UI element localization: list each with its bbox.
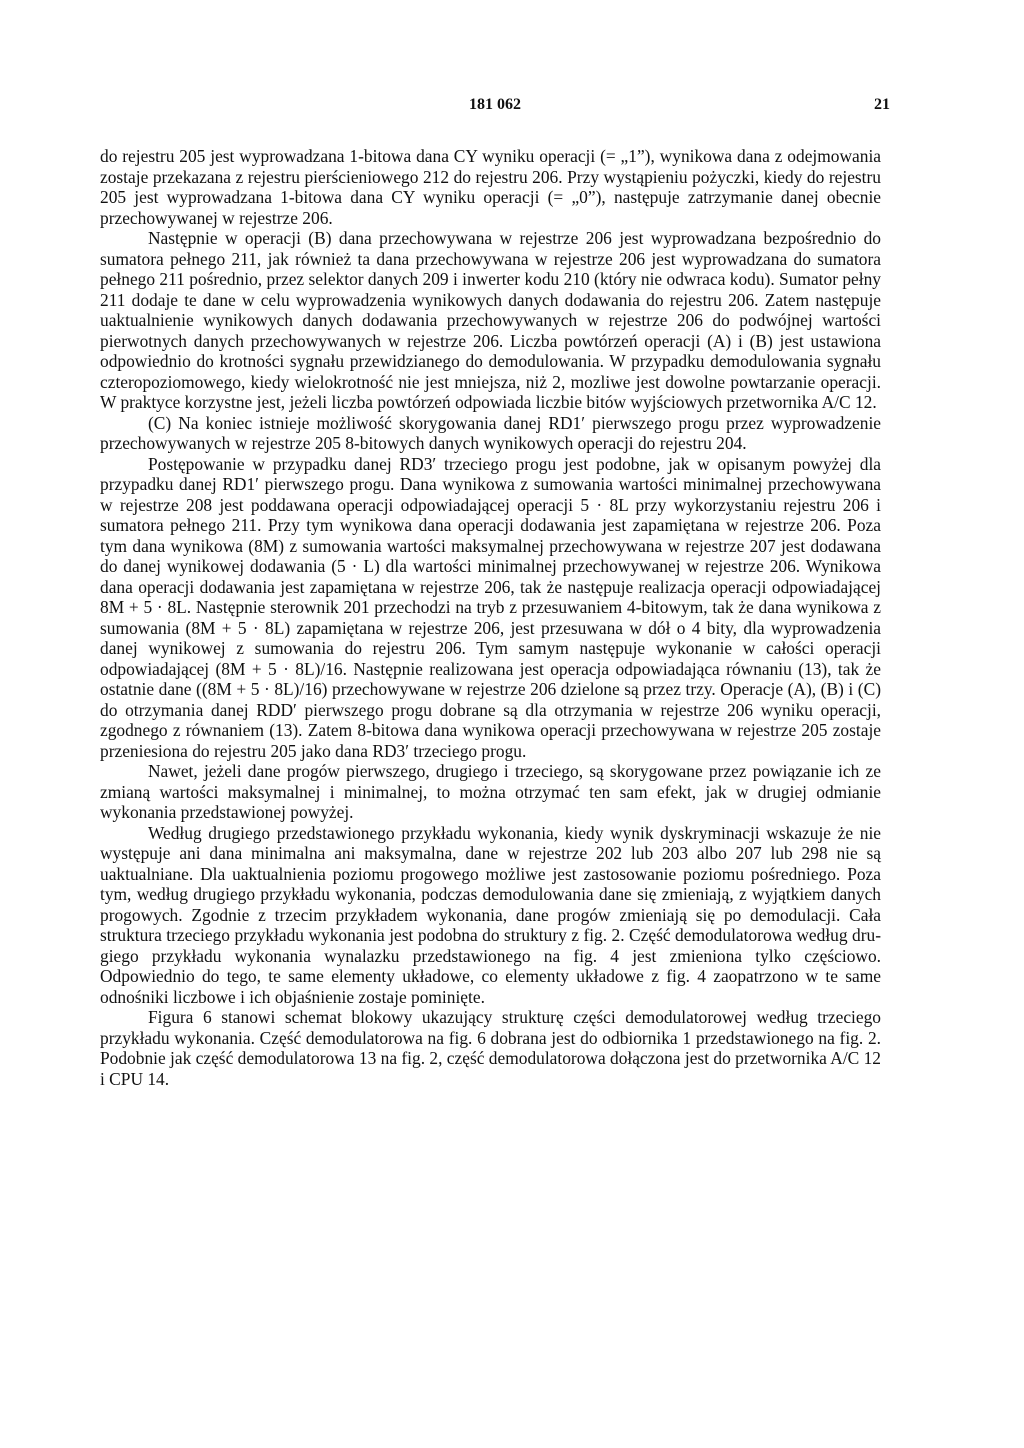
paragraph: Postępowanie w przypadku danej RD3′ trzeciego progu jest podobne, jak w opisanym powyżej dla przypadku danej RD1′ pierwszego progu. Dana wynikowa z sumowania wartości minimalnej przechowywana w rejestrze 208 jest poddawana operacji odpowiadającej operacji 5 · 8L przy wykorzystaniu rejestru 206 i sumatora pełnego 211. Przy tym wynikowa dana operacji dodawania jest zapamiętana w rejestrze 206. Poza tym dana wynikowa (8M) z sumowania wartości maksymalnej przechowywana w rejestrze 207 jest dodawana do danej wynikowej dodawania (5 · L) dla wartości minimalnej przechowywanej w rejestrze 206. Wynikowa dana operacji dodawania jest zapamiętana w rejestrze 206, tak że następuje realizacja operacji odpowiadającej 8M + 5 · 8L. Następnie sterownik 201 przechodzi na tryb z przesuwaniem 4-bitowym, tak że dana wynikowa z sumowania (8M + 5 · 8L) zapamiętana w rejestrze 206, jest przesuwana w dół o 4 bity, dla wyprowadzenia danej wynikowej z sumowania do rejestru 206. Tym samym następuje wykonanie w całości operacji odpowiadającej (8M + 5 · 8L)/16. Następnie realizowana jest operacja odpowiadająca równaniu (13), tak że ostatnie dane ((8M + 5 · 8L)/16) przechowywane w rejestrze 206 dzielone są przez trzy. Operacje (A), (B) i (C) do otrzymania danej RDD′ pierwszego progu dobrane są dla otrzymania w rejestrze 206 wyniku operacji, zgodnego z równaniem (13). Zatem 8-bitowa dana wynikowa operacji przechowywana w rejestrze 205 zostaje przeniesiona do rejestru 205 jako dana RD3′ trzeciego progu. [100,453,881,761]
document-body [100,146,881,1089]
paragraph: Następnie w operacji (B) dana przechowywana w rejestrze 206 jest wyprowadzana bezpośrednio do sumatora pełnego 211, jak również ta dana przechowywana w rejestrze 206 jest wyprowadzana do sumatora pełnego 211 pośrednio, przez selektor danych 209 i inwerter kodu 210 (który nie odwraca kodu). Sumator pełny 211 dodaje te dane w celu wyprowadzenia wynikowych danych dodawania do rejestru 206. Zatem następuje uaktualnienie wynikowych danych dodawania przechowywanych w rejestrze 206 do podwójnej wartości pierwotnych danych przechowywanych w rejestrze 206. Liczba powtórzeń operacji (A) i (B) jest ustawiona odpowiednio do krotności sygnału przewidzianego do demodulowania. W przypadku demodulowania sygnału czteropoziomowego, kiedy wielokrotność nie jest mniejsza, niż 2, mozliwe jest dowolne powtarzanie operacji. W praktyce korzystne jest, jeżeli liczba powtórzeń odpowiada liczbie bitów wyjściowych przetwornika A/C 12. [100,228,881,412]
patent-number: 181 062 [469,96,521,113]
page-header [100,96,890,120]
paragraph: Według drugiego przedstawionego przykładu wykonania, kiedy wynik dyskryminacji wskazuje że nie występuje ani dana minimalna ani maksymalna, dane w rejestrze 202 lub 203 albo 207 lub 298 nie są uaktualniane. Dla uaktualnienia poziomu progowego możliwe jest zastosowanie poziomu pośredniego. Poza tym, według drugiego przykładu wykonania, podczas demodulowania dane się zmieniają, z wyjątkiem danych progowych. Zgodnie z trzecim przykładem wykonania, dane progów zmieniają się po demodulacji. Cała struktura trzeciego przykładu wykonania jest podobna do struktury z fig. 2. Część demodulatorowa według drugiego przykładu wykonania wynalazku przedstawionego na fig. 4 jest zmieniona tylko częściowo. Odpowiednio do tego, te same elementy układowe, co elementy układowe z fig. 4 zaopatrzono w te same odnośniki liczbowe i ich objaśnienie zostaje pominięte. [100,822,881,1007]
paragraph: (C) Na koniec istnieje możliwość skorygowania danej RD1′ pierwszego progu przez wyprowadzenie przechowywanych w rejestrze 205 8-bitowych danych wynikowych operacji do rejestru 204. [100,412,881,453]
paragraph: Nawet, jeżeli dane progów pierwszego, drugiego i trzeciego, są skorygowane przez powiązanie ich ze zmianą wartości maksymalnej i minimalnej, to można otrzymać ten sam efekt, jak w drugiej odmianie wykonania przedstawionej powyżej. [100,761,881,822]
paragraph: do rejestru 205 jest wyprowadzana 1-bitowa dana CY wyniku operacji (= „1”), wynikowa dana z odejmowania zostaje przekazana z rejestru pierścieniowego 212 do rejestru 206. Przy wystąpieniu pożyczki, kiedy do rejestru 205 jest wyprowadzana 1-bitowa dana CY wyniku operacji (= „0”), następuje zatrzymanie danej obecnie przechowywanej w rejestrze 206. [100,146,881,228]
paragraph: Figura 6 stanowi schemat blokowy ukazujący strukturę części demodulatorowej według trzeciego przykładu wykonania. Część demodulatorowa na fig. 6 dobrana jest do odbiornika 1 przedstawionego na fig. 2. Podobnie jak część demodulatorowa 13 na fig. 2, część demodulatorowa dołączona jest do przetwornika A/C 12 i CPU 14. [100,1007,881,1089]
page-number: 21 [874,96,890,113]
